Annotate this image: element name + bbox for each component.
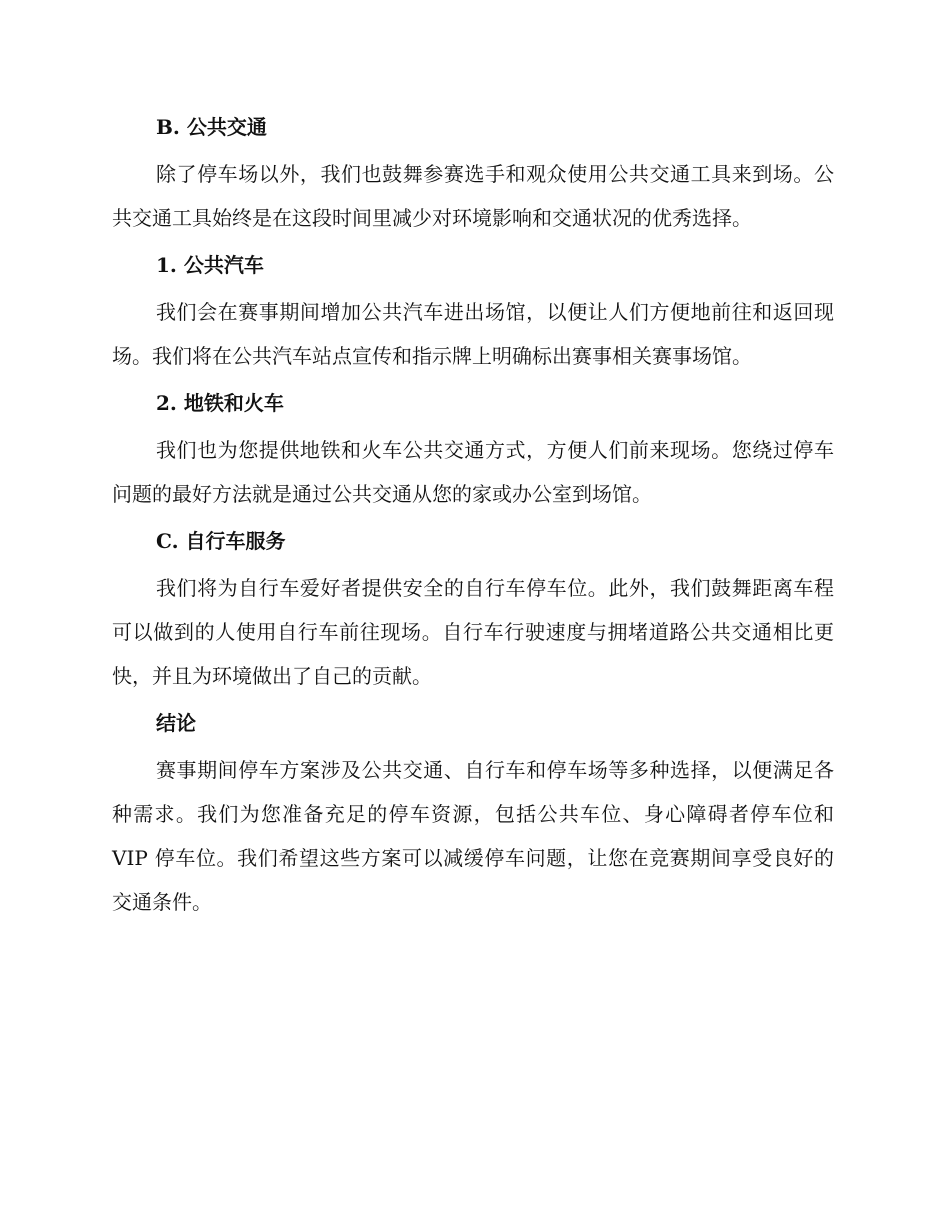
paragraph-subway-train: 我们也为您提供地铁和火车公共交通方式，方便人们前来现场。您绕过停车问题的最好方法就是通过公共交通从您的家或办公室到场馆。 bbox=[112, 438, 834, 506]
paragraph-bus: 我们会在赛事期间增加公共汽车进出场馆，以便让人们方便地前往和返回现场。我们将在公共汽车站点宣传和指示牌上明确标出赛事相关赛事场馆。 bbox=[112, 300, 834, 368]
section-heading-bus: 1. 公共汽车 bbox=[156, 253, 264, 277]
section-heading-conclusion: 结论 bbox=[156, 711, 196, 735]
section-heading-public-transport: B. 公共交通 bbox=[156, 115, 267, 139]
section-heading-subway-train: 2. 地铁和火车 bbox=[156, 391, 284, 415]
document-page bbox=[112, 110, 834, 924]
paragraph-bicycle: 我们将为自行车爱好者提供安全的自行车停车位。此外，我们鼓舞距离车程可以做到的人使用自行车前往现场。自行车行驶速度与拥堵道路公共交通相比更快，并且为环境做出了自己的贡献。 bbox=[112, 576, 834, 688]
paragraph-conclusion: 赛事期间停车方案涉及公共交通、自行车和停车场等多种选择，以便满足各种需求。我们为您准备充足的停车资源，包括公共车位、身心障碍者停车位和 VIP 停车位。我们希望这些方案可以减缓停车问题，让您在竞赛期间享受良好的交通条件。 bbox=[112, 758, 834, 914]
section-heading-bicycle: C. 自行车服务 bbox=[156, 529, 286, 553]
paragraph-public-transport: 除了停车场以外，我们也鼓舞参赛选手和观众使用公共交通工具来到场。公共交通工具始终是在这段时间里减少对环境影响和交通状况的优秀选择。 bbox=[112, 162, 834, 230]
